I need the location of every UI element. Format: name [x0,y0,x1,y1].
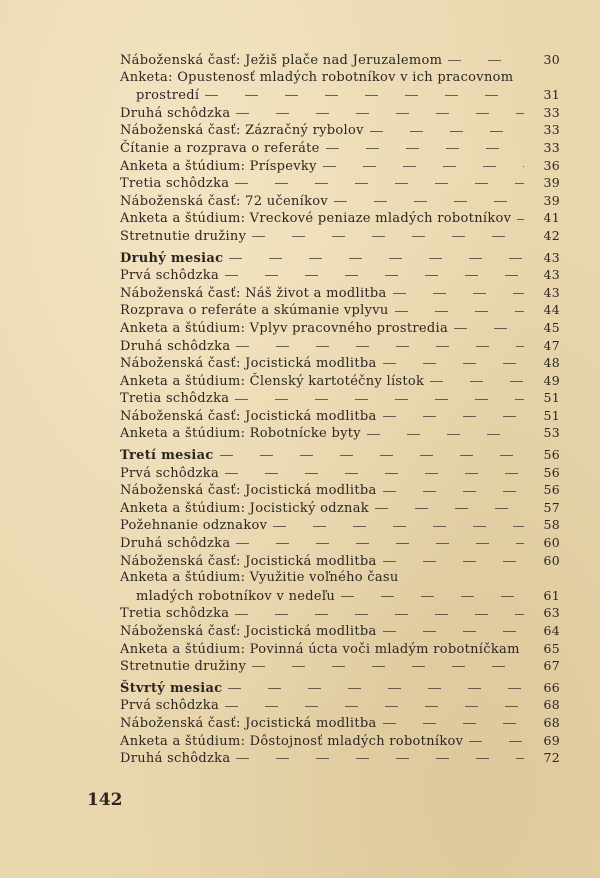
dash-leader [228,688,524,689]
toc-entry [120,750,560,768]
dash-leader [323,166,524,167]
toc-entry-title: Tretia schôdzka [120,606,230,622]
toc-entry-title: mladých robotníkov v nedeľu [136,588,335,604]
toc-entry-title: Prvá schôdzka [120,268,220,284]
dash-leader [383,491,524,492]
toc-entry-title: Náboženská časť: Jocistická modlitba [120,715,377,731]
toc-entry-title: Druhá schôdzka [120,105,231,121]
toc-entry-page-number: 61 [543,587,560,603]
dash-leader [229,258,524,259]
toc-entry-page-number: 56 [543,464,560,480]
toc-entry-title: Náboženská časť: Jocistická modlitba [120,356,377,372]
dash-leader [517,219,524,220]
toc-entry [120,588,560,606]
dash-leader [225,275,524,276]
toc-entry [120,425,560,443]
toc-entry-page-number: 69 [543,732,560,748]
toc-entry-page-number: 47 [543,337,560,353]
toc-entry-page-number: 68 [543,714,560,730]
toc-entry-title: Tretí mesiac [120,448,214,464]
toc-entry [120,570,560,588]
toc-entry-page-number: 44 [543,302,560,318]
toc-entry-title: Prvá schôdzka [120,698,220,714]
toc-entry [120,623,560,641]
toc-entry [120,535,560,553]
toc-entry-title: Náboženská časť: Náš život a modlitba [120,285,387,301]
dash-leader [469,741,524,742]
toc-entry-page-number: 49 [543,372,560,388]
toc-entry [120,140,560,158]
toc-entry [120,193,560,211]
toc-entry [120,285,560,303]
toc-entry [120,175,560,193]
toc-entry-page-number: 58 [543,517,560,533]
toc-entry [120,52,560,70]
toc-section-heading [120,680,560,698]
toc-entry-page-number: 56 [543,482,560,498]
dash-leader [383,416,524,417]
toc-entry-page-number: 66 [543,679,560,695]
dash-leader [236,758,524,759]
toc-entry-page-number: 33 [543,122,560,138]
toc-entry-title: Anketa a štúdium: Vplyv pracovného prostredia [120,320,449,336]
toc-entry [120,70,560,88]
toc-entry-title: Anketa a štúdium: Jocistický odznak [120,500,369,516]
toc-entry-title: Rozprava o referáte a skúmanie vplyvu [120,303,389,319]
toc-entry-page-number: 67 [543,658,560,674]
toc-entry-title: Náboženská časť: Jocistická modlitba [120,408,377,424]
toc-entry-page-number: 65 [543,640,560,656]
dash-leader [393,293,524,294]
toc-entry-title: Druhá schôdzka [120,751,231,767]
dash-leader [367,434,524,435]
dash-leader [405,579,524,580]
toc-entry [120,605,560,623]
dash-leader [448,60,524,61]
toc-entry-page-number: 31 [543,87,560,103]
dash-leader [341,596,524,597]
toc-entry-page-number: 60 [543,535,560,551]
toc-entry [120,320,560,338]
toc-entry-title: Náboženská časť: Zázračný rybolov [120,123,364,139]
toc-entry [120,733,560,751]
dash-leader [252,666,524,667]
toc-entry-page-number: 68 [543,697,560,713]
toc-entry [120,105,560,123]
toc-entry-page-number: 48 [543,355,560,371]
toc-entry-page-number: 36 [543,157,560,173]
toc-entry [120,482,560,500]
toc-entry-page-number: 42 [543,227,560,243]
toc-entry-page-number: 56 [543,447,560,463]
toc-entry-title: Stretnutie družiny [120,659,247,675]
toc-entry-title: prostredí [136,88,200,104]
toc-entry [120,302,560,320]
dash-leader [236,113,524,114]
toc-entry-title: Anketa a štúdium: Povinná úcta voči mladým robotníčkam [120,641,520,657]
dash-leader [220,455,524,456]
toc-entry [120,641,560,659]
toc-entry-title: Náboženská časť: Jocistická modlitba [120,553,377,569]
toc-entry-page-number: 53 [543,425,560,441]
toc-entry [120,658,560,676]
toc-entry [120,697,560,715]
toc-entry-page-number: 72 [543,750,560,766]
dash-leader [454,328,524,329]
toc-entry [120,390,560,408]
dash-leader [252,236,524,237]
toc-entry [120,408,560,426]
toc-section-heading [120,447,560,465]
dash-leader [375,508,524,509]
toc-entry-title: Náboženská časť: Jocistická modlitba [120,624,377,639]
toc-entry [120,715,560,733]
dash-leader [383,363,524,364]
toc-entry-title: Anketa a štúdium: Členský kartotéčny lístok [120,373,425,389]
toc-entry [120,338,560,356]
dash-leader [225,706,524,707]
dash-leader [430,381,524,382]
toc-entry-title: Anketa a štúdium: Vreckové peniaze mladých robotníkov [120,211,512,227]
toc-entry-page-number: 64 [543,623,560,638]
toc-entry-title: Čítanie a rozprava o referáte [120,140,320,156]
toc-entry-title: Anketa a štúdium: Robotnícke byty [120,426,361,442]
toc-entry-title: Anketa: Opustenosť mladých robotníkov v ich pracovnom [120,69,514,85]
toc-section-heading [120,250,560,268]
toc-entry [120,228,560,246]
toc-entry-page-number: 41 [543,210,560,226]
dash-leader [519,78,524,79]
dash-leader [383,631,524,632]
toc-entry-title: Anketa a štúdium: Dôstojnosť mladých robotníkov [120,733,464,749]
dash-leader [205,95,524,96]
toc-entry-title: Náboženská časť: 72 učeníkov [120,193,329,209]
dash-leader [395,311,524,312]
toc-entry-page-number: 43 [543,249,560,265]
toc-entry-page-number: 57 [543,499,560,515]
toc-entry-page-number: 45 [543,319,560,335]
toc-entry-title: Tretia schôdzka [120,176,230,192]
toc-entry-page-number: 39 [543,192,560,208]
toc-entry [120,87,560,105]
dash-leader [235,183,524,184]
toc-entry-page-number: 33 [543,104,560,120]
toc-entry-page-number: 33 [543,139,560,155]
toc-entry-title: Druhá schôdzka [120,536,231,552]
toc-entry [120,500,560,518]
toc-entry-title: Prvá schôdzka [120,465,220,481]
toc-entry-page-number: 51 [543,407,560,423]
toc-entry-title: Požehnanie odznakov [120,518,268,534]
dash-leader [236,346,524,347]
toc-entry [120,517,560,535]
dash-leader [225,473,524,474]
dash-leader [235,614,524,615]
toc-entry [120,465,560,483]
toc-entry [120,122,560,140]
toc-entry-title: Druhý mesiac [120,250,224,266]
toc-entry-page-number: 51 [543,390,560,406]
toc-entry-title: Tretia schôdzka [120,391,230,407]
toc-entry [120,267,560,285]
toc-entry [120,355,560,373]
toc-entry-page-number: 39 [543,175,560,191]
toc-entry-title: Stretnutie družiny [120,228,247,244]
dash-leader [383,723,524,724]
toc-entry [120,210,560,228]
dash-leader [235,399,524,400]
dash-leader [334,201,524,202]
toc-entry-title: Anketa a štúdium: Príspevky [120,158,317,174]
dash-leader [326,148,524,149]
toc-entry [120,553,560,571]
page-number-folio: 142 [87,790,123,810]
toc-entry-page-number: 30 [543,52,560,67]
toc-entry-title: Náboženská časť: Ježiš plače nad Jeruzalemom [120,53,443,68]
toc-entry [120,158,560,176]
table-of-contents [120,52,560,768]
toc-entry-title: Druhá schôdzka [120,338,231,354]
toc-entry-page-number: 63 [543,605,560,621]
toc-entry-page-number: 60 [543,552,560,568]
toc-entry-title: Náboženská časť: Jocistická modlitba [120,483,377,499]
toc-entry-title: Štvrtý mesiac [120,680,223,696]
dash-leader [236,543,524,544]
toc-entry [120,373,560,391]
toc-entry-page-number: 43 [543,267,560,283]
toc-entry-page-number: 43 [543,284,560,300]
dash-leader [383,561,524,562]
dash-leader [273,526,524,527]
dash-leader [370,131,524,132]
toc-entry-title: Anketa a štúdium: Využitie voľného času [120,570,399,586]
